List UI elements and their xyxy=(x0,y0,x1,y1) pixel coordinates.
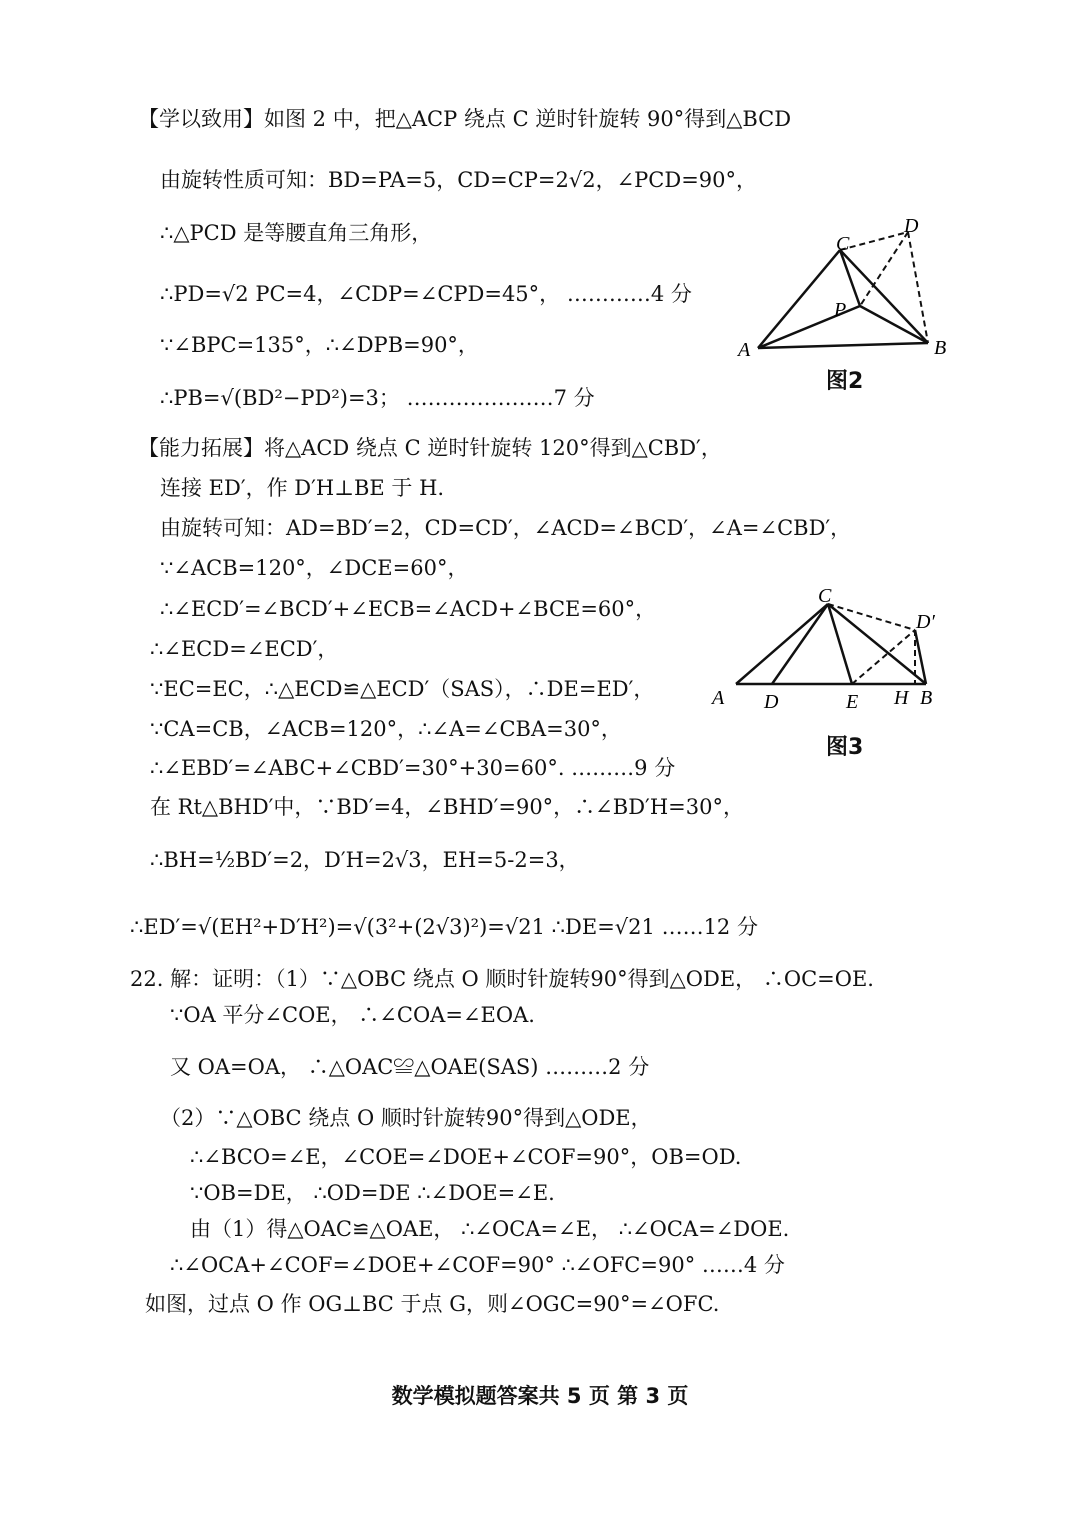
text-line-11: ∴∠ECD′=∠BCD′+∠ECB=∠ACD+∠BCE=60°， xyxy=(160,597,657,621)
text-line-20: ∵OA 平分∠COE， ∴∠COA=∠EOA. xyxy=(170,1003,535,1027)
figure-3 xyxy=(710,580,950,720)
fig3-label-c: C xyxy=(818,585,832,607)
text-line-7: 【能力拓展】将△ACD 绕点 C 逆时针旋转 120°得到△CBD′， xyxy=(138,436,722,460)
text-line-26: ∴∠OCA+∠COF=∠DOE+∠COF=90° ∴∠OFC=90° ……4 分 xyxy=(170,1253,785,1277)
text-line-24: ∵OB=DE， ∴OD=DE ∴∠DOE=∠E. xyxy=(190,1181,555,1205)
text-line-25: 由（1）得△OAC≌△OAE， ∴∠OCA=∠E， ∴∠OCA=∠DOE. xyxy=(190,1217,790,1241)
fig3-label-e: E xyxy=(846,691,859,713)
text-line-15: ∴∠EBD′=∠ABC+∠CBD′=30°+30=60°. ………9 分 xyxy=(150,756,676,780)
text-line-23: ∴∠BCO=∠E，∠COE=∠DOE+∠COF=90°，OB=OD. xyxy=(190,1145,742,1169)
text-line-27: 如图，过点 O 作 OG⊥BC 于点 G，则∠OGC=90°=∠OFC. xyxy=(145,1292,720,1316)
figure-2-caption: 图2 xyxy=(826,369,864,394)
fig3-label-d-prime: D′ xyxy=(916,611,935,633)
fig2-label-p: P xyxy=(834,299,847,321)
figure-2 xyxy=(730,210,960,370)
text-line-13: ∵EC=EC，∴△ECD≌△ECD′（SAS），∴DE=ED′， xyxy=(150,677,655,701)
text-line-22: （2）∵△OBC 绕点 O 顺时针旋转90°得到△ODE， xyxy=(160,1106,652,1130)
figure-2-diagram xyxy=(730,210,960,370)
page-footer: 数学模拟题答案共 5 页 第 3 页 xyxy=(391,1384,689,1408)
text-line-19: 22. 解：证明：（1）∵△OBC 绕点 O 顺时针旋转90°得到△ODE， ∴OC=OE. xyxy=(130,967,874,991)
text-line-9: 由旋转可知：AD=BD′=2，CD=CD′，∠ACD=∠BCD′，∠A=∠CBD′， xyxy=(160,516,852,540)
text-line-2: 由旋转性质可知：BD=PA=5，CD=CP=2√2，∠PCD=90°， xyxy=(160,168,758,192)
text-line-5: ∵∠BPC=135°，∴∠DPB=90°， xyxy=(160,333,479,357)
fig2-label-d: D xyxy=(904,215,919,237)
text-line-21: 又 OA=OA， ∴△OAC≌△OAE(SAS) ………2 分 xyxy=(170,1055,650,1079)
fig3-label-h: H xyxy=(894,687,909,709)
text-line-4: ∴PD=√2 PC=4，∠CDP=∠CPD=45°， …………4 分 xyxy=(160,282,692,306)
text-line-17: ∴BH=½BD′=2，D′H=2√3，EH=5-2=3， xyxy=(150,848,580,872)
text-line-10: ∵∠ACB=120°，∠DCE=60°， xyxy=(160,556,469,580)
fig2-label-b: B xyxy=(934,337,947,359)
fig3-label-b: B xyxy=(920,687,933,709)
text-line-14: ∵CA=CB，∠ACB=120°，∴∠A=∠CBA=30°， xyxy=(150,717,622,741)
text-line-8: 连接 ED′，作 D′H⊥BE 于 H. xyxy=(160,476,445,500)
fig3-label-d: D xyxy=(764,691,779,713)
fig2-label-c: C xyxy=(836,233,850,255)
figure-3-caption: 图3 xyxy=(826,735,864,760)
fig3-label-a: A xyxy=(712,687,725,709)
text-line-6: ∴PB=√(BD²−PD²)=3； …………………7 分 xyxy=(160,386,595,410)
text-line-18: ∴ED′=√(EH²+D′H²)=√(3²+(2√3)²)=√21 ∴DE=√21 ……12 分 xyxy=(130,915,758,939)
fig2-label-a: A xyxy=(738,339,751,361)
figure-3-diagram xyxy=(710,580,950,720)
text-line-1: 【学以致用】如图 2 中，把△ACP 绕点 C 逆时针旋转 90°得到△BCD xyxy=(138,107,792,131)
text-line-12: ∴∠ECD=∠ECD′， xyxy=(150,637,339,661)
text-line-3: ∴△PCD 是等腰直角三角形， xyxy=(160,221,433,245)
text-line-16: 在 Rt△BHD′中，∵BD′=4，∠BHD′=90°，∴∠BD′H=30°， xyxy=(150,795,744,819)
